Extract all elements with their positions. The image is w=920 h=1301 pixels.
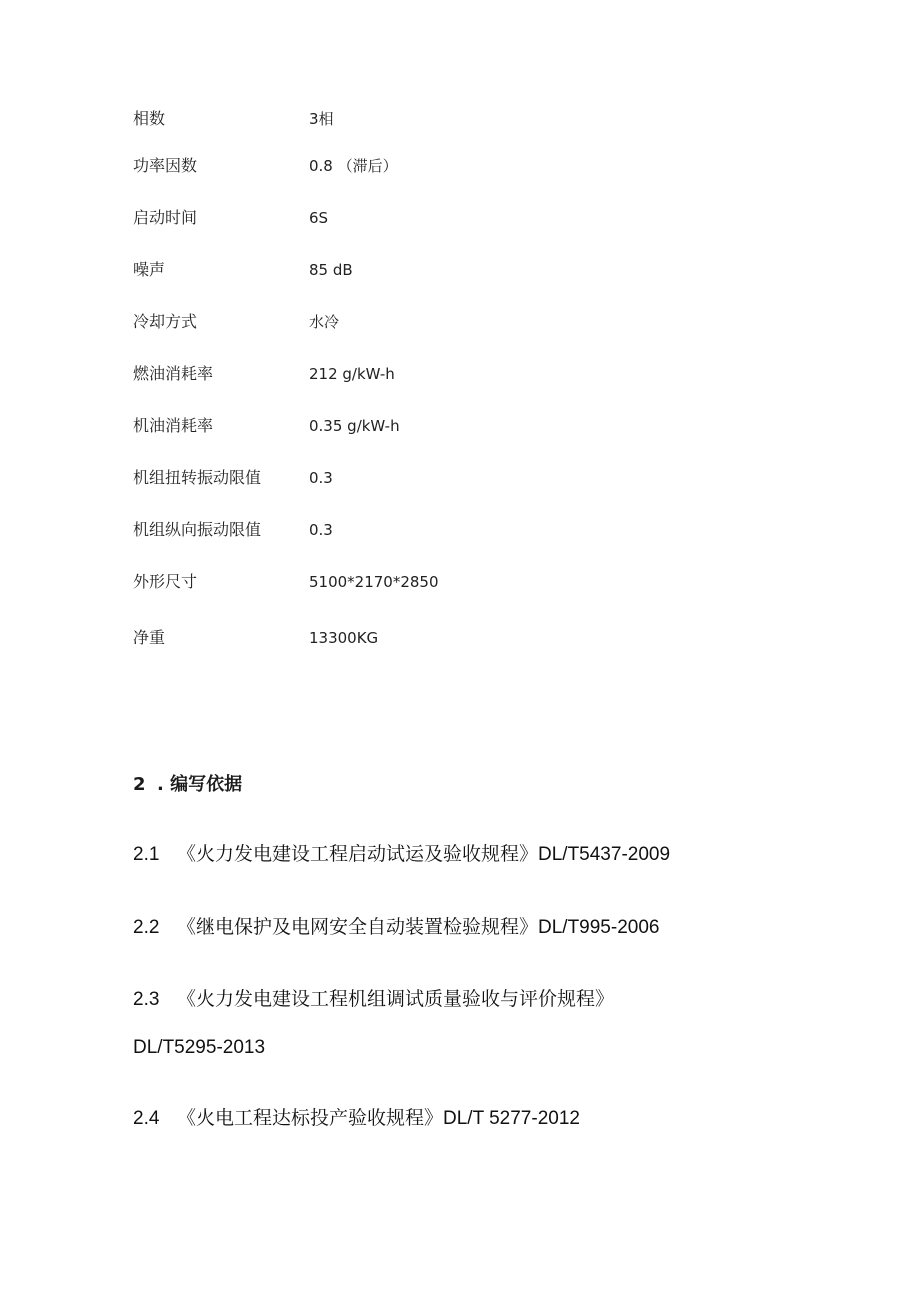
reference-item: [133, 1104, 580, 1134]
spec-label: 机组纵向振动限值: [133, 520, 262, 539]
reference-item: [133, 840, 670, 870]
reference-number: 2.2: [133, 917, 160, 938]
spec-row-fuel-consumption: [0, 359, 920, 389]
spec-label: 功率因数: [133, 156, 198, 175]
spec-value: 3相: [309, 110, 334, 128]
spec-value: 0.3: [309, 469, 333, 487]
spec-row-power-factor: [0, 151, 920, 181]
reference-number: 2.1: [133, 844, 160, 865]
spec-value: 5100*2170*2850: [309, 573, 439, 591]
section-number: 2: [133, 774, 146, 795]
spec-value: 13300KG: [309, 629, 379, 647]
spec-label: 相数: [133, 109, 166, 128]
spec-value: 0.35 g/kW-h: [309, 417, 400, 435]
spec-row-torsional-vibration: [0, 463, 920, 493]
section-title: . 编写依据: [157, 774, 243, 795]
reference-code: DL/T5295-2013: [133, 1037, 266, 1058]
spec-value: 212 g/kW-h: [309, 365, 395, 383]
reference-text: 《继电保护及电网安全自动装置检验规程》DL/T995-2006: [177, 917, 660, 938]
spec-label: 机油消耗率: [133, 416, 214, 435]
reference-text: 《火电工程达标投产验收规程》DL/T 5277-2012: [177, 1108, 580, 1129]
spec-label: 启动时间: [133, 208, 198, 227]
reference-item: [133, 913, 659, 943]
spec-value: 0.8 （滞后）: [309, 157, 398, 175]
reference-continuation: [133, 1033, 265, 1063]
reference-item: [133, 985, 614, 1015]
spec-row-net-weight: [0, 623, 920, 653]
spec-value: 85 dB: [309, 261, 353, 279]
spec-value: 6S: [309, 209, 329, 227]
spec-row-longitudinal-vibration: [0, 515, 920, 545]
spec-label: 净重: [133, 628, 166, 647]
spec-value: 水冷: [309, 313, 340, 331]
spec-label: 冷却方式: [133, 312, 198, 331]
spec-value: 0.3: [309, 521, 333, 539]
spec-label: 噪声: [133, 260, 166, 279]
spec-row-start-time: [0, 203, 920, 233]
spec-row-cooling: [0, 307, 920, 337]
spec-row-oil-consumption: [0, 411, 920, 441]
section-heading: [133, 770, 242, 800]
reference-text: 《火力发电建设工程启动试运及验收规程》DL/T5437-2009: [177, 844, 671, 865]
reference-number: 2.3: [133, 989, 160, 1010]
spec-label: 外形尺寸: [133, 572, 198, 591]
reference-text: 《火力发电建设工程机组调试质量验收与评价规程》: [177, 989, 615, 1010]
spec-row-noise: [0, 255, 920, 285]
reference-number: 2.4: [133, 1108, 160, 1129]
spec-label: 燃油消耗率: [133, 364, 214, 383]
spec-row-phases: [0, 104, 920, 134]
spec-row-dimensions: [0, 567, 920, 597]
spec-label: 机组扭转振动限值: [133, 468, 262, 487]
